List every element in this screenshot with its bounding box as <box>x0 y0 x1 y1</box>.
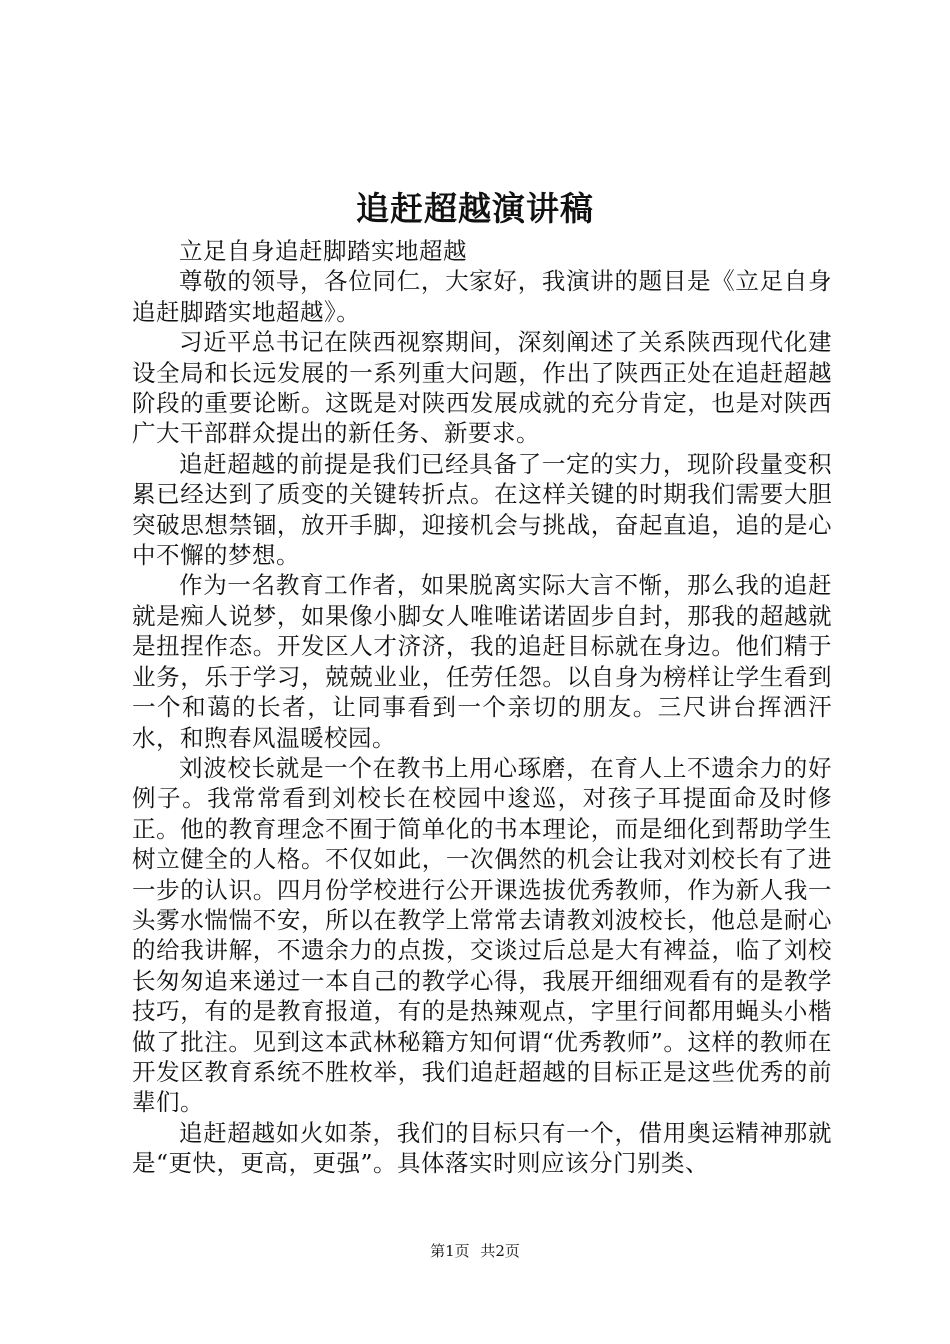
paragraph-greeting: 尊敬的领导，各位同仁，大家好，我演讲的题目是《立足自身追赶脚踏实地超越》。 <box>132 267 832 326</box>
page-footer <box>0 1240 950 1262</box>
paragraph: 追赶超越如火如荼，我们的目标只有一个，借用奥运精神那就是“更快，更高，更强”。具体落实时则应该分门别类、 <box>132 1118 832 1178</box>
paragraph: 追赶超越的前提是我们已经具备了一定的实力，现阶段量变积累已经达到了质变的关键转折点。在这样关键的时期我们需要大胆突破思想禁锢，放开手脚，迎接机会与挑战，奋起直追，追的是心中不懈的梦想。 <box>132 449 832 570</box>
paragraph: 习近平总书记在陕西视察期间，深刻阐述了关系陕西现代化建设全局和长远发展的一系列重大问题，作出了陕西正处在追赶超越阶段的重要论断。这既是对陕西发展成就的充分肯定，也是对陕西广大干部群众提出的新任务、新要求。 <box>132 328 832 448</box>
page-number-total: 共2页 <box>480 1242 520 1260</box>
paragraph: 刘波校长就是一个在教书上用心琢磨，在育人上不遗余力的好例子。我常常看到刘校长在校园中逡巡，对孩子耳提面命及时修正。他的教育理念不囿于简单化的书本理论，而是细化到帮助学生树立健全的人格。不仅如此，一次偶然的机会让我对刘校长有了进一步的认识。四月份学校进行公开课选拔优秀教师，作为新人我一头雾水惴惴不安，所以在教学上常常去请教刘波校长，他总是耐心的给我讲解，不遗余力的点拨，交谈过后总是大有裨益，临了刘校长匆匆追来递过一本自己的教学心得，我展开细细观看有的是教学技巧，有的是教育报道，有的是热辣观点，字里行间都用蝇头小楷做了批注。见到这本武林秘籍方知何谓“优秀教师”。这样的教师在开发区教育系统不胜枚举，我们追赶超越的目标正是这些优秀的前辈们。 <box>132 753 832 1117</box>
document-body <box>132 236 832 1179</box>
paragraph: 作为一名教育工作者，如果脱离实际大言不惭，那么我的追赶就是痴人说梦，如果像小脚女人唯唯诺诺固步自封，那我的超越就是扭捏作态。开发区人才济济，我的追赶目标就在身边。他们精于业务，乐于学习，兢兢业业，任劳任怨。以自身为榜样让学生看到一个和蔼的长者，让同事看到一个亲切的朋友。三尺讲台挥洒汗水，和煦春风温暖校园。 <box>132 571 832 752</box>
paragraph-subtitle: 立足自身追赶脚踏实地超越 <box>179 237 467 265</box>
document-title: 追赶超越演讲稿 <box>356 189 594 228</box>
page-number-current: 第1页 <box>430 1242 470 1260</box>
